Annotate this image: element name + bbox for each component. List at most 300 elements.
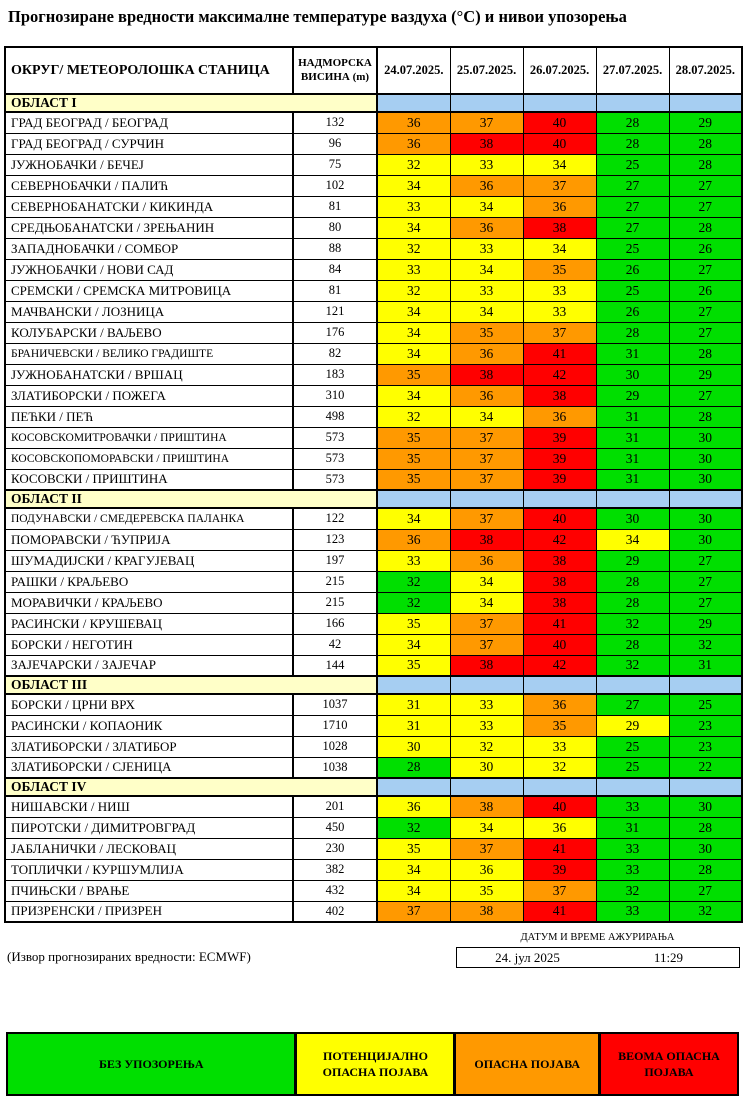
temperature-cell: 41 (523, 613, 596, 634)
temperature-cell: 38 (450, 655, 523, 676)
temperature-cell: 36 (450, 385, 523, 406)
section-spacer-cell (596, 94, 669, 112)
date-column-header: 24.07.2025. (377, 47, 450, 94)
altitude-cell: 166 (293, 613, 377, 634)
temperature-cell: 34 (523, 238, 596, 259)
temperature-cell: 25 (669, 694, 742, 715)
temperature-cell: 38 (450, 529, 523, 550)
station-row (5, 406, 742, 427)
temperature-cell: 34 (450, 259, 523, 280)
temperature-cell: 28 (669, 859, 742, 880)
temperature-cell: 30 (596, 364, 669, 385)
temperature-cell: 28 (596, 133, 669, 154)
station-row (5, 817, 742, 838)
temperature-cell: 39 (523, 469, 596, 490)
altitude-cell: 498 (293, 406, 377, 427)
date-column-header: 26.07.2025. (523, 47, 596, 94)
temperature-cell: 30 (669, 838, 742, 859)
temperature-cell: 30 (596, 508, 669, 529)
station-cell: КОЛУБАРСКИ / ВАЉЕВО (5, 322, 293, 343)
temperature-cell: 40 (523, 508, 596, 529)
temperature-cell: 34 (377, 508, 450, 529)
station-cell: СРЕМСКИ / СРЕМСКА МИТРОВИЦА (5, 280, 293, 301)
temperature-cell: 34 (450, 196, 523, 217)
temperature-cell: 27 (596, 217, 669, 238)
section-spacer-cell (669, 490, 742, 508)
station-column-header: ОКРУГ/ МЕТЕОРОЛОШКА СТАНИЦА (5, 47, 293, 94)
temperature-cell: 34 (596, 529, 669, 550)
station-row (5, 322, 742, 343)
temperature-cell: 25 (596, 736, 669, 757)
temperature-cell: 25 (596, 757, 669, 778)
temperature-cell: 35 (523, 715, 596, 736)
station-row (5, 529, 742, 550)
temperature-cell: 34 (450, 406, 523, 427)
section-row (5, 778, 742, 796)
altitude-cell: 144 (293, 655, 377, 676)
temperature-cell: 27 (669, 196, 742, 217)
station-cell: ЗЛАТИБОРСКИ / ЗЛАТИБОР (5, 736, 293, 757)
temperature-cell: 36 (450, 859, 523, 880)
temperature-cell: 34 (450, 571, 523, 592)
station-row (5, 901, 742, 922)
temperature-cell: 35 (377, 838, 450, 859)
temperature-cell: 34 (450, 817, 523, 838)
altitude-cell: 432 (293, 880, 377, 901)
station-cell: ЗЛАТИБОРСКИ / СЈЕНИЦА (5, 757, 293, 778)
temperature-cell: 28 (596, 571, 669, 592)
temperature-cell: 36 (377, 112, 450, 133)
temperature-cell: 37 (450, 613, 523, 634)
temperature-cell: 32 (377, 571, 450, 592)
temperature-cell: 34 (377, 880, 450, 901)
station-cell: ГРАД БЕОГРАД / СУРЧИН (5, 133, 293, 154)
temperature-cell: 34 (377, 322, 450, 343)
temperature-cell: 37 (450, 634, 523, 655)
station-row (5, 448, 742, 469)
temperature-cell: 36 (523, 817, 596, 838)
section-spacer-cell (523, 490, 596, 508)
temperature-cell: 23 (669, 715, 742, 736)
station-cell: РАСИНСКИ / КРУШЕВАЦ (5, 613, 293, 634)
table-header-row (5, 47, 742, 94)
temperature-cell: 37 (450, 469, 523, 490)
altitude-cell: 201 (293, 796, 377, 817)
temperature-cell: 32 (377, 592, 450, 613)
station-row (5, 796, 742, 817)
temperature-cell: 33 (523, 736, 596, 757)
updated-time: 11:29 (653, 950, 684, 965)
legend-dangerous: ОПАСНА ПОЈАВА (456, 1034, 597, 1094)
temperature-cell: 35 (377, 613, 450, 634)
temperature-cell: 35 (377, 448, 450, 469)
temperature-cell: 38 (523, 217, 596, 238)
temperature-cell: 37 (450, 448, 523, 469)
temperature-cell: 28 (669, 343, 742, 364)
station-cell: РАСИНСКИ / КОПАОНИК (5, 715, 293, 736)
temperature-cell: 33 (596, 859, 669, 880)
altitude-cell: 96 (293, 133, 377, 154)
section-spacer-cell (450, 778, 523, 796)
temperature-cell: 33 (596, 838, 669, 859)
temperature-cell: 28 (596, 634, 669, 655)
altitude-cell: 230 (293, 838, 377, 859)
station-row (5, 196, 742, 217)
temperature-cell: 36 (450, 343, 523, 364)
station-cell: СЕВЕРНОБАНАТСКИ / КИКИНДА (5, 196, 293, 217)
station-cell: МАЧВАНСКИ / ЛОЗНИЦА (5, 301, 293, 322)
station-cell: БОРСКИ / НЕГОТИН (5, 634, 293, 655)
station-row (5, 613, 742, 634)
station-cell: ЈУЖНОБАНАТСКИ / ВРШАЦ (5, 364, 293, 385)
section-spacer-cell (596, 778, 669, 796)
temperature-cell: 41 (523, 343, 596, 364)
temperature-cell: 33 (523, 280, 596, 301)
station-cell: СРЕДЊОБАНАТСКИ / ЗРЕЊАНИН (5, 217, 293, 238)
temperature-cell: 26 (596, 301, 669, 322)
temperature-cell: 34 (450, 301, 523, 322)
temperature-cell: 32 (596, 880, 669, 901)
temperature-cell: 30 (669, 529, 742, 550)
altitude-cell: 573 (293, 427, 377, 448)
temperature-cell: 26 (669, 238, 742, 259)
temperature-cell: 32 (523, 757, 596, 778)
temperature-cell: 38 (523, 385, 596, 406)
station-row (5, 634, 742, 655)
temperature-cell: 29 (596, 385, 669, 406)
temperature-cell: 42 (523, 364, 596, 385)
temperature-cell: 34 (377, 385, 450, 406)
station-row (5, 715, 742, 736)
altitude-cell: 82 (293, 343, 377, 364)
section-row (5, 676, 742, 694)
temperature-cell: 27 (669, 571, 742, 592)
temperature-cell: 31 (377, 694, 450, 715)
temperature-cell: 39 (523, 859, 596, 880)
temperature-cell: 30 (669, 448, 742, 469)
altitude-cell: 1037 (293, 694, 377, 715)
temperature-cell: 38 (450, 796, 523, 817)
altitude-cell: 1710 (293, 715, 377, 736)
temperature-cell: 29 (596, 715, 669, 736)
temperature-cell: 29 (669, 364, 742, 385)
temperature-cell: 40 (523, 796, 596, 817)
temperature-cell: 33 (450, 715, 523, 736)
temperature-cell: 36 (450, 550, 523, 571)
temperature-cell: 37 (523, 175, 596, 196)
altitude-cell: 81 (293, 280, 377, 301)
station-cell: ЈУЖНОБАЧКИ / БЕЧЕЈ (5, 154, 293, 175)
date-column-header: 28.07.2025. (669, 47, 742, 94)
temperature-cell: 32 (669, 634, 742, 655)
temperature-cell: 38 (523, 571, 596, 592)
temperature-cell: 35 (523, 259, 596, 280)
section-spacer-cell (377, 94, 450, 112)
station-cell: НИШАВСКИ / НИШ (5, 796, 293, 817)
temperature-cell: 28 (669, 217, 742, 238)
temperature-cell: 28 (596, 322, 669, 343)
temperature-cell: 30 (450, 757, 523, 778)
forecast-table-body (5, 94, 742, 922)
temperature-cell: 35 (450, 880, 523, 901)
temperature-cell: 30 (669, 469, 742, 490)
temperature-cell: 33 (596, 796, 669, 817)
station-cell: ЗАПАДНОБАЧКИ / СОМБОР (5, 238, 293, 259)
altitude-header-line2: ВИСИНА (m) (300, 70, 370, 83)
altitude-cell: 75 (293, 154, 377, 175)
station-row (5, 112, 742, 133)
temperature-cell: 29 (669, 112, 742, 133)
altitude-cell: 450 (293, 817, 377, 838)
station-row (5, 133, 742, 154)
temperature-cell: 31 (596, 343, 669, 364)
date-column-header: 25.07.2025. (450, 47, 523, 94)
temperature-cell: 36 (523, 196, 596, 217)
temperature-cell: 41 (523, 838, 596, 859)
section-spacer-cell (523, 778, 596, 796)
station-row (5, 757, 742, 778)
temperature-cell: 33 (523, 301, 596, 322)
temperature-cell: 32 (377, 154, 450, 175)
temperature-cell: 32 (377, 817, 450, 838)
section-spacer-cell (377, 676, 450, 694)
altitude-cell: 132 (293, 112, 377, 133)
warning-legend (6, 1032, 739, 1096)
temperature-cell: 33 (450, 694, 523, 715)
station-cell: ЈУЖНОБАЧКИ / НОВИ САД (5, 259, 293, 280)
page-title: Прогнозиране вредности максималне температуре ваздуха (°C) и нивои упозорења (8, 7, 627, 26)
temperature-cell: 31 (596, 448, 669, 469)
station-row (5, 736, 742, 757)
section-spacer-cell (377, 490, 450, 508)
section-label-cell: ОБЛАСТ III (5, 676, 377, 694)
temperature-cell: 36 (450, 175, 523, 196)
section-label-cell: ОБЛАСТ I (5, 94, 377, 112)
temperature-cell: 27 (669, 592, 742, 613)
station-cell: ПОМОРАВСКИ / ЋУПРИЈА (5, 529, 293, 550)
temperature-cell: 31 (596, 406, 669, 427)
altitude-cell: 80 (293, 217, 377, 238)
station-row (5, 364, 742, 385)
section-spacer-cell (669, 94, 742, 112)
temperature-cell: 35 (377, 655, 450, 676)
altitude-cell: 88 (293, 238, 377, 259)
station-row (5, 259, 742, 280)
temperature-cell: 34 (377, 343, 450, 364)
station-cell: БОРСКИ / ЦРНИ ВРХ (5, 694, 293, 715)
altitude-cell: 84 (293, 259, 377, 280)
temperature-cell: 37 (450, 427, 523, 448)
temperature-cell: 33 (450, 238, 523, 259)
temperature-cell: 32 (450, 736, 523, 757)
temperature-cell: 30 (669, 796, 742, 817)
temperature-cell: 28 (377, 757, 450, 778)
temperature-cell: 36 (377, 133, 450, 154)
temperature-cell: 36 (377, 796, 450, 817)
temperature-cell: 31 (596, 817, 669, 838)
station-row (5, 655, 742, 676)
temperature-cell: 31 (596, 427, 669, 448)
station-cell: ТОПЛИЧКИ / КУРШУМЛИЈА (5, 859, 293, 880)
station-cell: ЈАБЛАНИЧКИ / ЛЕСКОВАЦ (5, 838, 293, 859)
temperature-cell: 35 (377, 427, 450, 448)
temperature-cell: 27 (669, 385, 742, 406)
altitude-cell: 123 (293, 529, 377, 550)
temperature-cell: 28 (596, 112, 669, 133)
station-cell: ПЕЋКИ / ПЕЋ (5, 406, 293, 427)
station-row (5, 154, 742, 175)
station-cell: ЗАЈЕЧАРСКИ / ЗАЈЕЧАР (5, 655, 293, 676)
station-cell: СЕВЕРНОБАЧКИ / ПАЛИЋ (5, 175, 293, 196)
temperature-cell: 27 (596, 694, 669, 715)
temperature-cell: 32 (596, 613, 669, 634)
station-row (5, 301, 742, 322)
temperature-cell: 34 (377, 217, 450, 238)
section-spacer-cell (377, 778, 450, 796)
section-spacer-cell (523, 94, 596, 112)
temperature-cell: 28 (669, 817, 742, 838)
temperature-cell: 27 (669, 175, 742, 196)
section-spacer-cell (450, 490, 523, 508)
altitude-cell: 102 (293, 175, 377, 196)
temperature-cell: 37 (450, 112, 523, 133)
section-spacer-cell (596, 676, 669, 694)
altitude-cell: 215 (293, 592, 377, 613)
updated-label: ДАТУМ И ВРЕМЕ АЖУРИРАЊА (520, 932, 675, 943)
temperature-cell: 26 (596, 259, 669, 280)
temperature-cell: 27 (669, 259, 742, 280)
temperature-cell: 29 (669, 613, 742, 634)
temperature-cell: 38 (450, 901, 523, 922)
temperature-cell: 37 (377, 901, 450, 922)
temperature-cell: 37 (450, 838, 523, 859)
station-cell: ГРАД БЕОГРАД / БЕОГРАД (5, 112, 293, 133)
temperature-cell: 36 (377, 529, 450, 550)
temperature-cell: 33 (377, 259, 450, 280)
temperature-cell: 33 (377, 550, 450, 571)
temperature-cell: 34 (377, 301, 450, 322)
altitude-cell: 573 (293, 469, 377, 490)
altitude-cell: 121 (293, 301, 377, 322)
temperature-cell: 39 (523, 427, 596, 448)
temperature-cell: 25 (596, 280, 669, 301)
station-cell: ЗЛАТИБОРСКИ / ПОЖЕГА (5, 385, 293, 406)
station-cell: ПИРОТСКИ / ДИМИТРОВГРАД (5, 817, 293, 838)
station-row (5, 859, 742, 880)
temperature-cell: 28 (669, 406, 742, 427)
station-cell: ПОДУНАВСКИ / СМЕДЕРЕВСКА ПАЛАНКА (5, 508, 293, 529)
temperature-cell: 32 (377, 406, 450, 427)
temperature-cell: 28 (669, 133, 742, 154)
temperature-cell: 36 (523, 694, 596, 715)
legend-potentially-dangerous: ПОТЕНЦИЈАЛНО ОПАСНА ПОЈАВА (297, 1034, 453, 1094)
section-row (5, 94, 742, 112)
station-row (5, 343, 742, 364)
altitude-cell: 176 (293, 322, 377, 343)
temperature-cell: 32 (669, 901, 742, 922)
altitude-cell: 402 (293, 901, 377, 922)
temperature-cell: 27 (669, 880, 742, 901)
temperature-cell: 33 (596, 901, 669, 922)
temperature-cell: 27 (669, 550, 742, 571)
station-cell: ШУМАДИЈСКИ / КРАГУЈЕВАЦ (5, 550, 293, 571)
station-cell: КОСОВСКИ / ПРИШТИНА (5, 469, 293, 490)
altitude-cell: 197 (293, 550, 377, 571)
station-cell: КОСОВСКОПОМОРАВСКИ / ПРИШТИНА (5, 448, 293, 469)
source-note: (Извор прогнозираних вредности: ECMWF) (7, 949, 251, 964)
station-row (5, 694, 742, 715)
temperature-cell: 30 (669, 427, 742, 448)
temperature-cell: 38 (450, 133, 523, 154)
temperature-cell: 40 (523, 634, 596, 655)
temperature-cell: 27 (669, 322, 742, 343)
temperature-cell: 34 (377, 634, 450, 655)
station-cell: ПЧИЊСКИ / ВРАЊЕ (5, 880, 293, 901)
updated-box (456, 947, 740, 968)
altitude-cell: 183 (293, 364, 377, 385)
station-row (5, 508, 742, 529)
section-label-cell: ОБЛАСТ II (5, 490, 377, 508)
temperature-cell: 40 (523, 112, 596, 133)
temperature-cell: 34 (377, 859, 450, 880)
temperature-cell: 28 (596, 592, 669, 613)
station-cell: БРАНИЧЕВСКИ / ВЕЛИКО ГРАДИШТЕ (5, 343, 293, 364)
temperature-cell: 39 (523, 448, 596, 469)
station-row (5, 280, 742, 301)
temperature-cell: 37 (450, 508, 523, 529)
section-spacer-cell (450, 676, 523, 694)
temperature-cell: 35 (377, 469, 450, 490)
updated-date: 24. јул 2025 (495, 950, 560, 965)
temperature-cell: 25 (596, 154, 669, 175)
temperature-cell: 42 (523, 655, 596, 676)
temperature-cell: 35 (377, 364, 450, 385)
section-row (5, 490, 742, 508)
station-row (5, 880, 742, 901)
temperature-cell: 34 (450, 592, 523, 613)
station-row (5, 550, 742, 571)
station-row (5, 469, 742, 490)
altitude-column-header (293, 47, 377, 94)
altitude-cell: 215 (293, 571, 377, 592)
station-row (5, 592, 742, 613)
altitude-cell: 1028 (293, 736, 377, 757)
temperature-cell: 31 (377, 715, 450, 736)
station-row (5, 427, 742, 448)
temperature-cell: 38 (523, 592, 596, 613)
forecast-table (4, 46, 743, 923)
temperature-cell: 27 (596, 175, 669, 196)
altitude-cell: 81 (293, 196, 377, 217)
altitude-header-line1: НАДМОРСКА (298, 57, 372, 70)
temperature-cell: 40 (523, 133, 596, 154)
altitude-cell: 122 (293, 508, 377, 529)
temperature-cell: 31 (669, 655, 742, 676)
altitude-cell: 573 (293, 448, 377, 469)
temperature-cell: 38 (450, 364, 523, 385)
section-label-cell: ОБЛАСТ IV (5, 778, 377, 796)
temperature-cell: 42 (523, 529, 596, 550)
temperature-cell: 31 (596, 469, 669, 490)
temperature-cell: 34 (377, 175, 450, 196)
altitude-cell: 310 (293, 385, 377, 406)
temperature-cell: 29 (596, 550, 669, 571)
legend-very-dangerous: ВЕОМА ОПАСНА ПОЈАВА (601, 1034, 737, 1094)
section-spacer-cell (669, 676, 742, 694)
altitude-cell: 42 (293, 634, 377, 655)
altitude-cell: 1038 (293, 757, 377, 778)
station-row (5, 217, 742, 238)
